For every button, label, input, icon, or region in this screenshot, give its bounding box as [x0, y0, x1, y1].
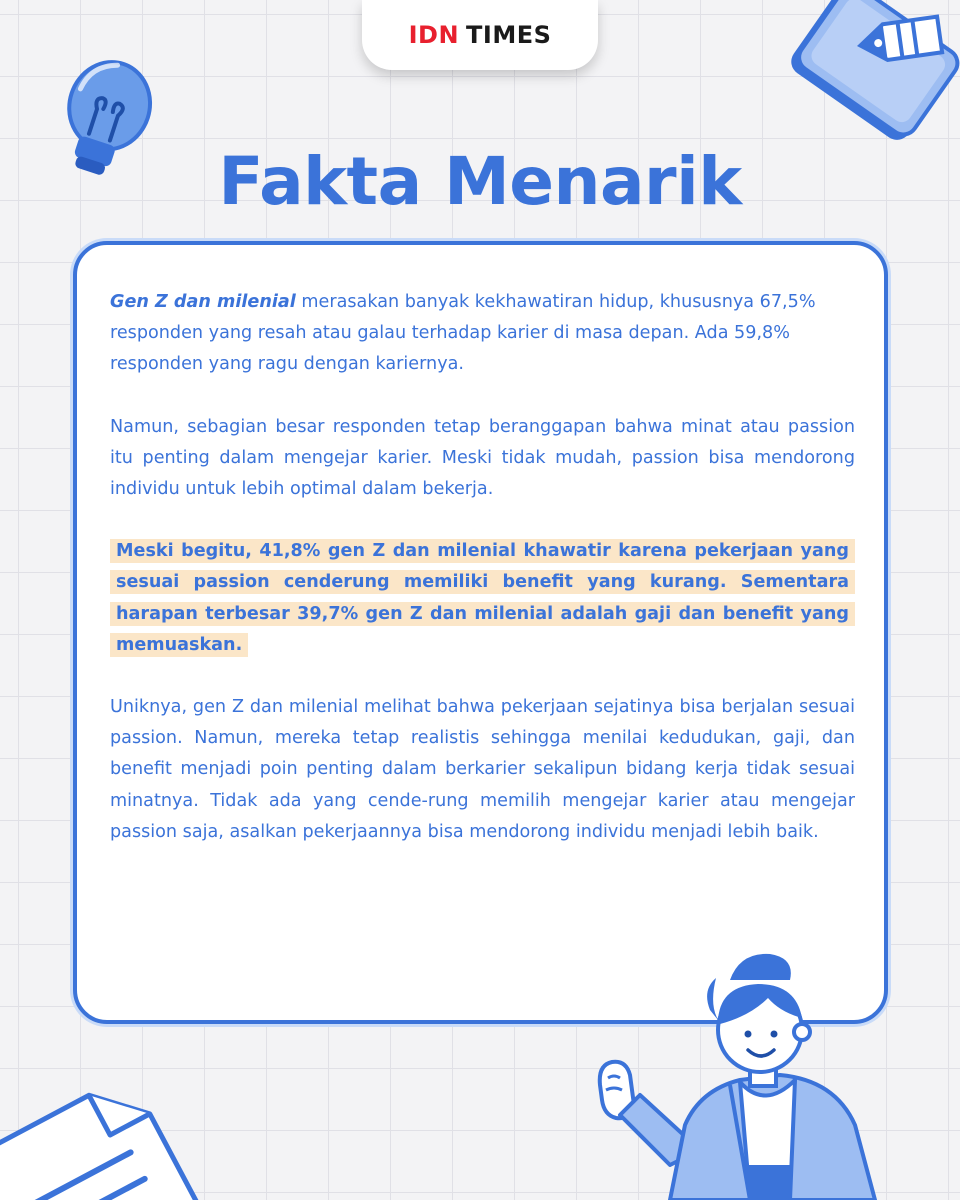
- card-text: [110, 287, 855, 879]
- paragraph-4: Uniknya, gen Z dan milenial melihat bahwa pekerjaan sejatinya bisa berjalan sesuai passion. Namun, mereka tetap realistis sehingga menilai kedudukan, gaji, dan benefit menjadi poin penting dalam berkarier sekalipun bidang kerja tidak sesuai minatnya. Tidak ada yang cende-rung memilih mengejar karier atau mengejar passion saja, asalkan pekerjaannya bisa mendorong individu menjadi lebih baik.: [110, 697, 855, 842]
- paragraph-3-highlighted: [110, 536, 855, 661]
- paragraph-1-text: merasakan banyak kekhawatiran hidup, khususnya 67,5% responden yang resah atau galau terhadap karier di masa depan. Ada 59,8% responden yang ragu dengan kariernya.: [110, 292, 816, 375]
- paragraph-1-emphasis: Gen Z dan milenial: [110, 292, 296, 312]
- content-card: [73, 241, 888, 1024]
- paragraph-2: Namun, sebagian besar responden tetap beranggapan bahwa minat atau passion itu penting dalam mengejar karier. Meski tidak mudah, passion bisa mendorong individu untuk lebih optimal dalam bekerja.: [110, 416, 855, 500]
- brand-logo: [362, 0, 598, 70]
- brand-times: TIMES: [466, 21, 552, 49]
- paragraph-3-text: Meski begitu, 41,8% gen Z dan milenial khawatir karena pekerjaan yang sesuai passion cenderung memiliki benefit yang kurang. Sementara harapan terbesar 39,7% gen Z dan milenial adalah gaji dan benefit yang memuaskan.: [110, 539, 855, 657]
- woman-character-illustration: [590, 950, 920, 1200]
- paragraph-1: [110, 287, 855, 381]
- page-title: Fakta Menarik: [218, 143, 742, 220]
- brand-idn: IDN: [408, 21, 460, 49]
- document-icon: [0, 1060, 250, 1200]
